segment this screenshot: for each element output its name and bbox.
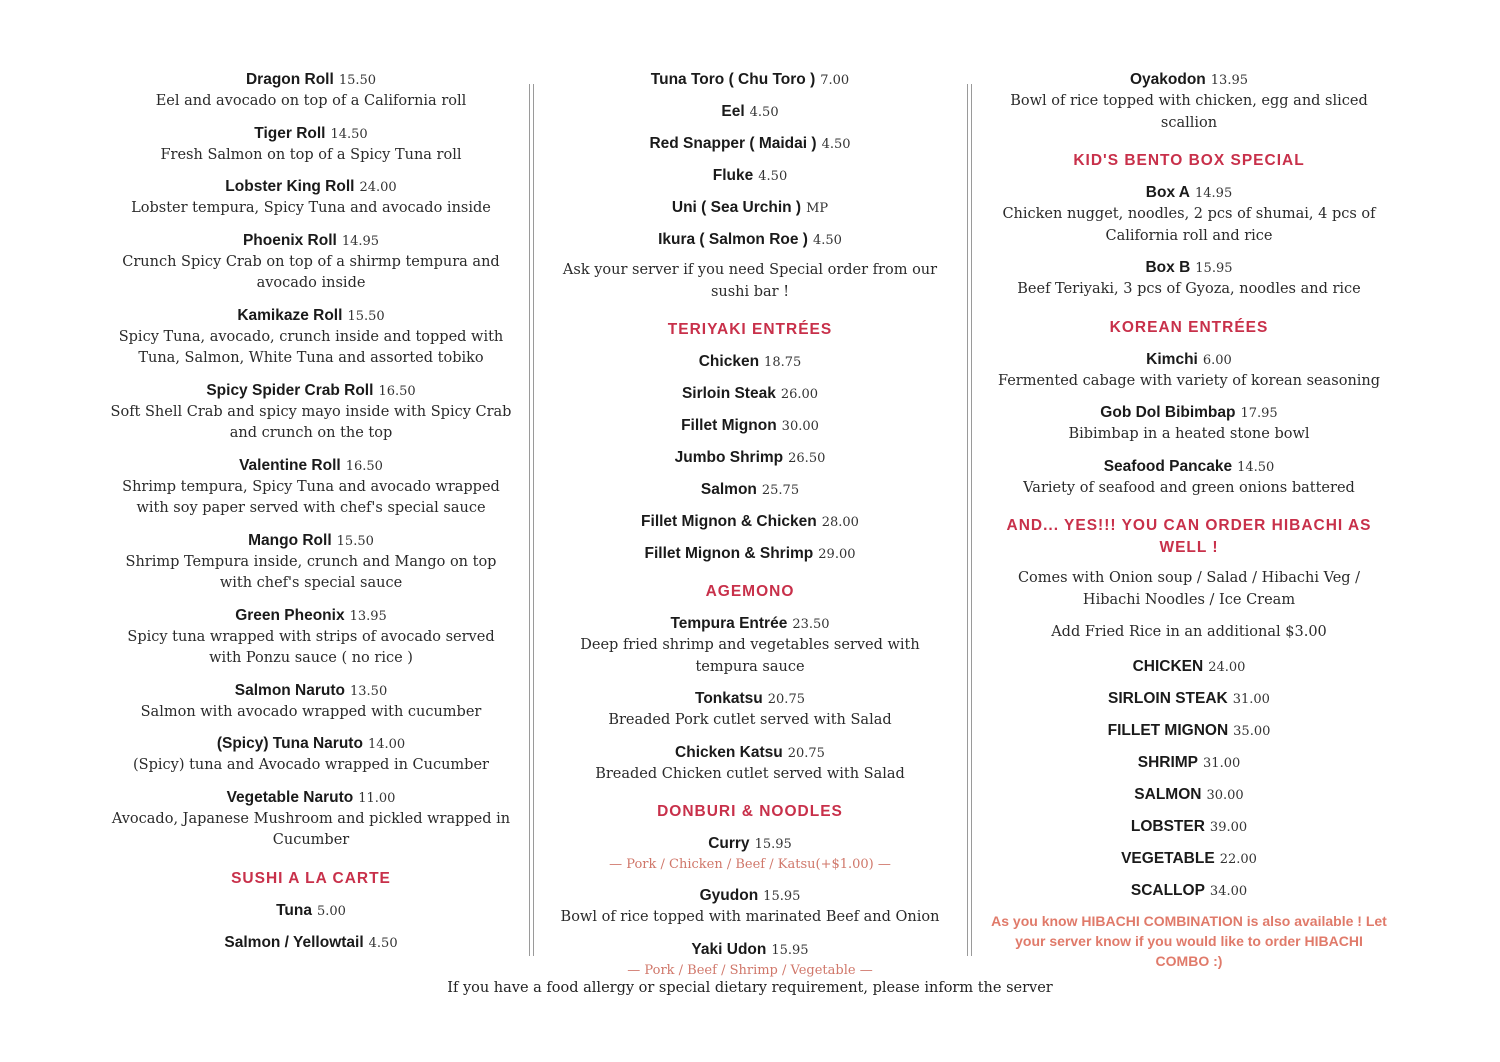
item-name: VEGETABLE	[1121, 849, 1215, 867]
item-name: Tuna Toro ( Chu Toro )	[650, 71, 816, 88]
item-price: 29.00	[818, 547, 856, 562]
section-title-agemono: AGEMONO	[705, 583, 795, 600]
menu-item	[990, 401, 1388, 446]
item-description: Spicy tuna wrapped with strips of avocado served with Ponzu sauce ( no rice )	[127, 628, 495, 666]
menu-item	[548, 350, 952, 373]
menu-item	[110, 786, 512, 852]
item-name: Vegetable Naruto	[226, 788, 354, 806]
item-name: Valentine Roll	[239, 456, 341, 474]
menu-column-2	[548, 68, 952, 990]
item-price: 39.00	[1209, 819, 1248, 835]
item-name: Spicy Spider Crab Roll	[206, 381, 374, 399]
menu-item	[548, 228, 952, 251]
item-price: 30.00	[781, 419, 819, 434]
item-price: 14.95	[341, 233, 380, 249]
item-name: Seafood Pancake	[1103, 457, 1233, 475]
item-name: Jumbo Shrimp	[674, 449, 784, 466]
menu-item	[110, 175, 512, 220]
item-price: 26.00	[780, 387, 819, 402]
item-price: 20.75	[767, 692, 805, 707]
item-description: Fresh Salmon on top of a Spicy Tuna roll	[160, 146, 462, 163]
item-price: 11.00	[358, 790, 396, 806]
item-name: Green Pheonix	[235, 606, 345, 624]
item-name: Gyudon	[699, 887, 759, 904]
sushi-a-la-carte-list-continued	[548, 68, 952, 251]
item-price: 6.00	[1202, 352, 1232, 368]
item-price: 22.00	[1219, 851, 1257, 867]
menu-item	[990, 687, 1388, 710]
menu-item	[110, 122, 512, 167]
menu-item	[990, 348, 1388, 393]
menu-item	[110, 304, 512, 370]
item-name: Chicken Katsu	[675, 743, 783, 761]
item-description: Breaded Pork cutlet served with Salad	[608, 712, 892, 728]
item-name: Kimchi	[1146, 350, 1198, 368]
item-description: Lobster tempura, Spicy Tuna and avocado inside	[131, 200, 491, 216]
item-description: Salmon with avocado wrapped with cucumber	[140, 703, 482, 720]
menu-item	[990, 256, 1388, 301]
item-description: Bibimbap in a heated stone bowl	[1068, 426, 1310, 442]
item-options: — Pork / Chicken / Beef / Katsu(+$1.00) —	[609, 857, 891, 872]
item-price: 14.00	[367, 737, 406, 752]
item-description: Eel and avocado on top of a California roll	[155, 93, 467, 109]
item-price: 14.50	[1237, 459, 1275, 475]
item-description: Bowl of rice topped with chicken, egg and sliced scallion	[1010, 93, 1368, 131]
menu-item	[110, 679, 512, 724]
hibachi-fried-rice-note: Add Fried Rice in an additional $3.00	[1051, 624, 1327, 640]
item-price: 13.95	[1210, 73, 1248, 88]
item-name: Phoenix Roll	[242, 231, 337, 249]
item-description: Bowl of rice topped with marinated Beef and Onion	[560, 909, 940, 925]
item-description: Avocado, Japanese Mushroom and pickled wrapped in Cucumber	[111, 810, 511, 848]
item-name: Fluke	[712, 167, 754, 184]
item-price: 15.50	[347, 308, 385, 324]
item-description: Variety of seafood and green onions battered	[1023, 479, 1355, 496]
item-price: 14.50	[330, 126, 368, 142]
item-name: SALMON	[1134, 785, 1202, 803]
section-title-donburi: DONBURI & NOODLES	[657, 803, 843, 820]
item-description: Beef Teriyaki, 3 pcs of Gyoza, noodles and rice	[1017, 281, 1361, 297]
menu-item	[110, 529, 512, 595]
item-name: Box A	[1145, 184, 1190, 201]
item-name: Salmon Naruto	[234, 681, 345, 699]
item-name: Kamikaze Roll	[237, 306, 343, 324]
item-name: Tonkatsu	[695, 690, 763, 707]
item-description: Shrimp tempura, Spicy Tuna and avocado wrapped with soy paper served with chef's special sauce	[122, 478, 500, 516]
item-price: 18.75	[764, 355, 802, 370]
item-description: Crunch Spicy Crab on top of a shirmp tempura and avocado inside	[122, 253, 500, 291]
item-price: MP	[806, 201, 829, 216]
menu-item	[990, 783, 1388, 806]
menu-item	[110, 379, 512, 445]
donburi-list	[548, 832, 952, 981]
item-price: 14.95	[1195, 186, 1233, 201]
item-price: 16.50	[378, 383, 416, 399]
menu-item	[548, 938, 952, 981]
item-price: 15.95	[771, 942, 809, 958]
item-name: Lobster King Roll	[225, 178, 355, 195]
item-name: Curry	[708, 835, 750, 852]
allergy-footer-note: If you have a food allergy or special dietary requirement, please inform the server	[447, 980, 1053, 996]
menu-item-oyakodon	[990, 68, 1388, 134]
menu-item	[548, 382, 952, 405]
menu-item	[548, 414, 952, 437]
menu-item	[990, 181, 1388, 247]
teriyaki-list	[548, 350, 952, 565]
menu-item	[990, 751, 1388, 774]
menu-item	[990, 815, 1388, 838]
hibachi-list	[990, 655, 1388, 902]
item-name: CHICKEN	[1132, 657, 1204, 675]
item-options: — Pork / Beef / Shrimp / Vegetable —	[627, 962, 873, 978]
rolls-list	[110, 68, 512, 852]
item-description: Shrimp Tempura inside, crunch and Mango on top with chef's special sauce	[125, 553, 497, 591]
item-price: 15.50	[338, 73, 377, 88]
item-name: Salmon / Yellowtail	[224, 933, 364, 951]
column-divider	[529, 84, 534, 956]
sushi-special-order-note: Ask your server if you need Special order from our sushi bar !	[562, 262, 938, 300]
menu-column-3	[990, 68, 1388, 971]
item-price: 15.50	[336, 533, 374, 549]
menu-item	[990, 847, 1388, 870]
item-name: (Spicy) Tuna Naruto	[216, 735, 363, 752]
korean-list	[990, 348, 1388, 500]
item-name: Ikura ( Salmon Roe )	[658, 231, 808, 248]
item-price: 24.00	[1208, 659, 1246, 675]
item-price: 15.95	[1195, 261, 1233, 276]
menu-item	[548, 832, 952, 875]
item-name: Tiger Roll	[254, 124, 326, 142]
item-price: 31.00	[1203, 755, 1241, 771]
item-name: Eel	[721, 103, 745, 120]
item-price: 4.50	[821, 137, 851, 152]
agemono-list	[548, 612, 952, 785]
item-price: 17.95	[1240, 406, 1278, 421]
item-name: Uni ( Sea Urchin )	[671, 199, 802, 216]
item-price: 7.00	[820, 73, 850, 88]
section-title-sushi-a-la-carte: SUSHI A LA CARTE	[231, 869, 391, 887]
item-price: 35.00	[1233, 723, 1271, 739]
menu-item	[110, 899, 512, 922]
item-name: SCALLOP	[1130, 881, 1205, 899]
column-divider	[967, 84, 972, 956]
menu-item	[990, 879, 1388, 902]
item-name: Sirloin Steak	[681, 385, 776, 402]
menu-item	[548, 446, 952, 469]
menu-item	[110, 68, 512, 113]
item-price: 28.00	[821, 515, 859, 530]
item-name: Mango Roll	[248, 531, 332, 549]
item-price: 30.00	[1206, 787, 1244, 803]
section-title-kids-bento: KID'S BENTO BOX SPECIAL	[1073, 152, 1305, 169]
item-price: 15.95	[763, 889, 801, 904]
hibachi-includes-note: Comes with Onion soup / Salad / Hibachi Veg / Hibachi Noodles / Ice Cream	[1017, 570, 1361, 608]
item-name: Oyakodon	[1129, 71, 1206, 88]
item-name: Tuna	[276, 901, 312, 919]
item-name: SHRIMP	[1137, 753, 1199, 771]
menu-item	[548, 741, 952, 786]
item-price: 4.50	[749, 105, 779, 120]
item-price: 20.75	[787, 745, 825, 761]
item-price: 23.50	[792, 617, 830, 632]
item-price: 13.95	[349, 608, 387, 624]
sushi-a-la-carte-list	[110, 899, 512, 954]
menu-item	[110, 732, 512, 777]
menu-item	[548, 510, 952, 533]
item-name: LOBSTER	[1130, 817, 1205, 835]
menu-item	[548, 100, 952, 123]
item-name: Salmon	[700, 481, 757, 498]
menu-item	[110, 931, 512, 954]
kids-bento-list	[990, 181, 1388, 301]
item-price: 25.75	[761, 483, 800, 498]
menu-column-1	[110, 68, 512, 963]
item-price: 16.50	[345, 458, 383, 474]
item-price: 4.50	[368, 935, 398, 951]
menu-item	[548, 164, 952, 187]
menu-item	[548, 478, 952, 501]
item-description: Fermented cabage with variety of korean seasoning	[997, 372, 1381, 389]
item-description: (Spicy) tuna and Avocado wrapped in Cucumber	[133, 757, 489, 773]
item-name: Dragon Roll	[245, 71, 334, 88]
item-price: 5.00	[316, 903, 346, 919]
item-description: Chicken nugget, noodles, 2 pcs of shumai, 4 pcs of California roll and rice	[1002, 206, 1376, 244]
item-description: Deep fried shrimp and vegetables served with tempura sauce	[580, 637, 920, 675]
item-name: Fillet Mignon & Chicken	[641, 513, 817, 530]
menu-item	[548, 68, 952, 91]
item-name: FILLET MIGNON	[1107, 721, 1229, 739]
menu-item	[548, 132, 952, 155]
item-name: Yaki Udon	[691, 940, 767, 958]
menu-item	[110, 604, 512, 670]
item-price: 13.50	[350, 683, 388, 699]
menu-item	[110, 454, 512, 520]
menu-item	[548, 542, 952, 565]
item-description: Soft Shell Crab and spicy mayo inside with Spicy Crab and crunch on the top	[110, 403, 512, 441]
item-name: SIRLOIN STEAK	[1108, 689, 1228, 707]
item-price: 4.50	[758, 169, 788, 184]
item-name: Red Snapper ( Maidai )	[649, 135, 817, 152]
menu-item	[990, 655, 1388, 678]
item-price: 24.00	[359, 180, 397, 195]
item-price: 34.00	[1209, 883, 1248, 899]
menu-item	[110, 229, 512, 295]
item-name: Chicken	[698, 353, 760, 370]
item-price: 31.00	[1232, 691, 1270, 707]
section-title-hibachi: AND... YES!!! YOU CAN ORDER HIBACHI AS WELL !	[1006, 517, 1372, 556]
item-price: 4.50	[812, 233, 842, 248]
menu-item	[548, 196, 952, 219]
item-name: Tempura Entrée	[670, 615, 788, 632]
item-name: Gob Dol Bibimbap	[1100, 404, 1236, 421]
menu-item	[990, 719, 1388, 742]
section-title-korean: KOREAN ENTRÉES	[1109, 318, 1269, 336]
menu-item	[990, 455, 1388, 500]
item-name: Box B	[1145, 259, 1191, 276]
item-name: Fillet Mignon & Shrimp	[644, 545, 814, 562]
item-price: 26.50	[788, 451, 826, 466]
item-description: Spicy Tuna, avocado, crunch inside and topped with Tuna, Salmon, White Tuna and assorted tobiko	[118, 328, 504, 366]
menu-item	[548, 687, 952, 732]
item-price: 15.95	[754, 837, 792, 852]
item-name: Fillet Mignon	[681, 417, 777, 434]
hibachi-combo-note: As you know HIBACHI COMBINATION is also available ! Let your server know if you would like to order HIBACHI COMBO :)	[991, 912, 1387, 969]
section-title-teriyaki: TERIYAKI ENTRÉES	[667, 321, 833, 338]
item-description: Breaded Chicken cutlet served with Salad	[595, 765, 905, 782]
menu-item	[548, 612, 952, 678]
menu-item	[548, 884, 952, 929]
